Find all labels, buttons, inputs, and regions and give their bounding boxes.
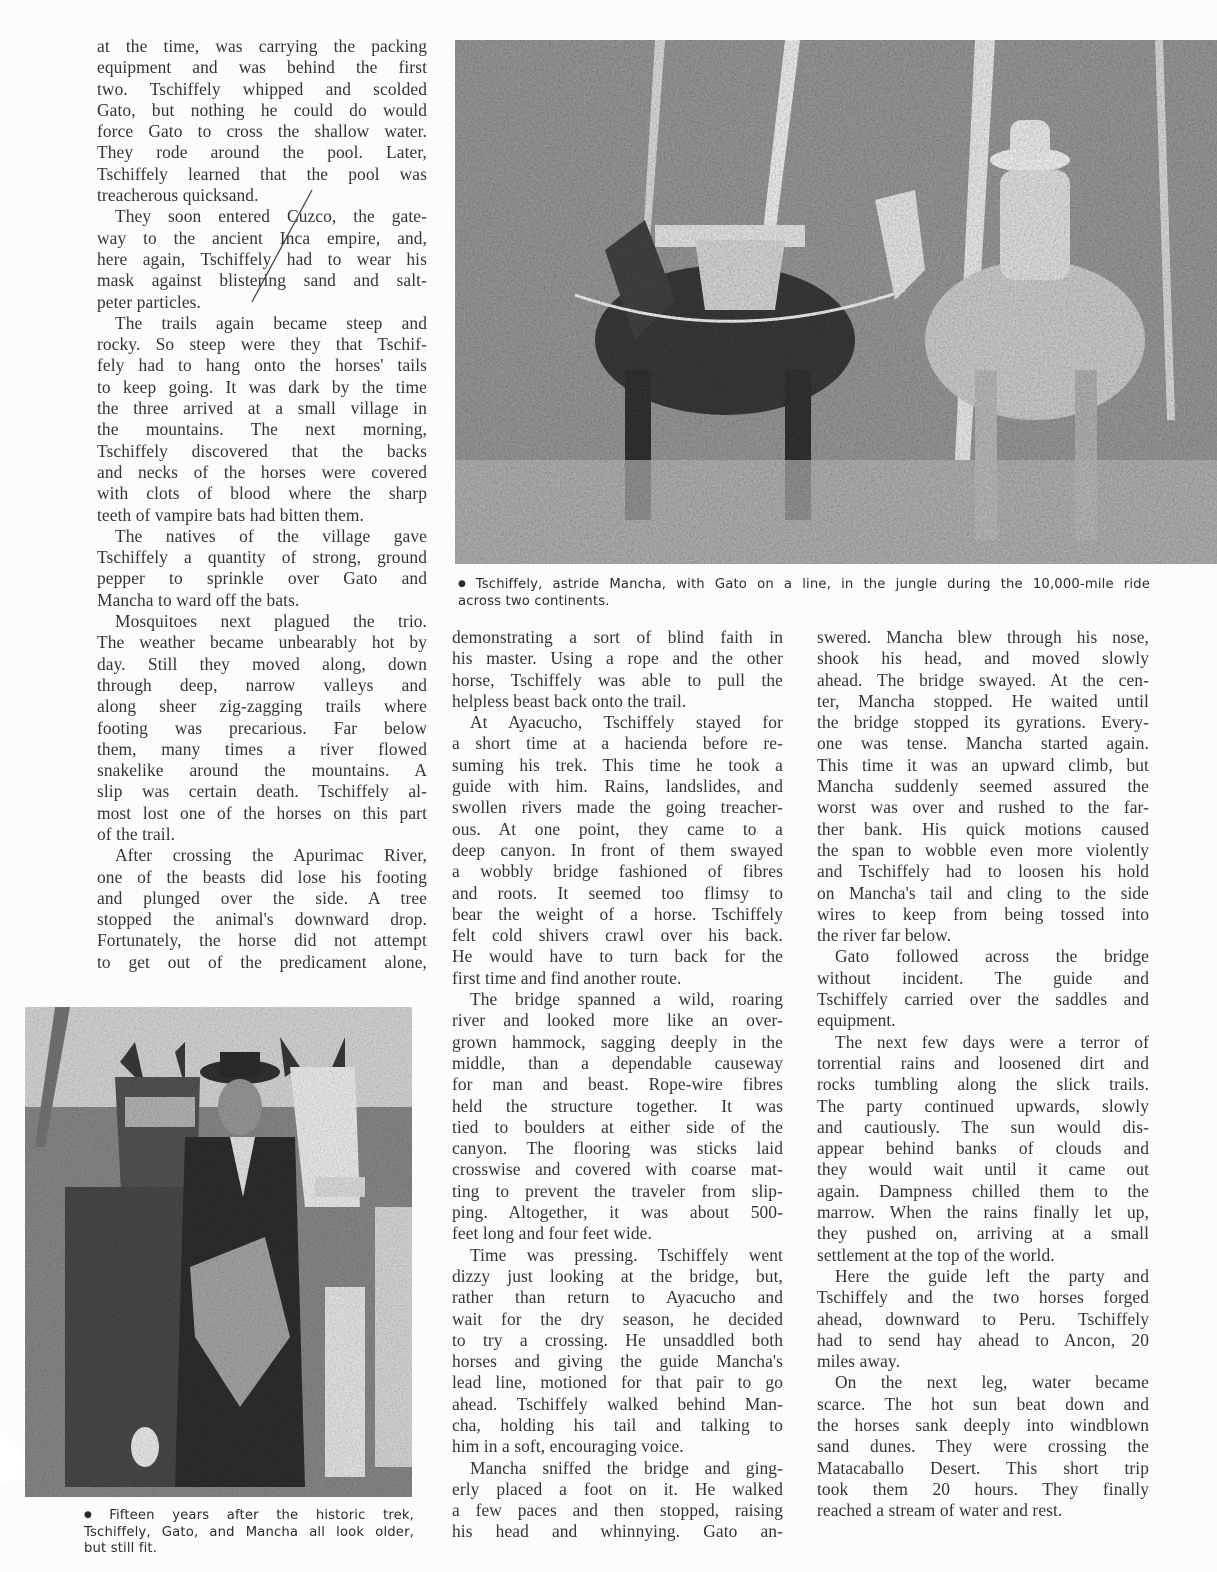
- article-line: He would have to turn back for the: [452, 946, 783, 967]
- article-line: Fortunately, the horse did not attempt: [97, 930, 427, 951]
- photo-jungle-ride: [455, 40, 1217, 564]
- article-line: day. Still they moved along, down: [97, 653, 427, 674]
- caption-line: across two continents.: [458, 593, 610, 609]
- article-line: They soon entered Cuzco, the gate-: [115, 206, 427, 227]
- article-line: to keep going. It was dark by the time: [97, 376, 427, 397]
- caption-jungle-photo: [458, 576, 1150, 610]
- article-line: demonstrating a sort of blind faith in: [452, 627, 783, 647]
- article-line: force Gato to cross the shallow water.: [97, 121, 427, 142]
- article-line: on Mancha's tail and cling to the side: [817, 882, 1149, 903]
- article-line: erly placed a foot on it. He walked: [452, 1478, 783, 1499]
- article-line: horse, Tschiffely was able to pull the: [452, 669, 783, 690]
- bullet-icon: ●: [458, 579, 472, 589]
- article-line: snakelike around the mountains. A: [97, 760, 427, 781]
- article-line: wires to keep from being tossed into: [817, 903, 1149, 924]
- article-line: a few paces and then stopped, raising: [452, 1500, 783, 1521]
- article-line: middle, than a dependable causeway: [452, 1052, 783, 1073]
- article-line: sand dunes. They were crossing the: [817, 1436, 1149, 1457]
- article-line: scarce. The hot sun beat down and: [817, 1393, 1149, 1414]
- article-line: they would wait until it came out: [817, 1159, 1149, 1180]
- caption-line: ● Fifteen years after the historic trek,: [84, 1508, 414, 1523]
- article-line: way to the ancient Inca empire, and,: [97, 227, 427, 248]
- article-line: equipment and was behind the first: [97, 57, 427, 78]
- article-line: pepper to sprinkle over Gato and: [97, 568, 427, 589]
- article-line: Mancha suddenly seemed assured the: [817, 776, 1149, 797]
- article-line: most lost one of the horses on this part: [97, 802, 427, 823]
- article-line: After crossing the Apurimac River,: [115, 845, 427, 866]
- article-line: ting to prevent the traveler from slip-: [452, 1180, 783, 1201]
- caption-line: ● Tschiffely, astride Mancha, with Gato on a line, in the jungle during the 10,000-mile ride: [458, 577, 1150, 592]
- binder-hole: [0, 1438, 24, 1484]
- article-line: through deep, narrow valleys and: [97, 674, 427, 695]
- article-line: worst was over and rushed to the far-: [817, 797, 1149, 818]
- article-line: Matacaballo Desert. This short trip: [817, 1457, 1149, 1478]
- article-line: Gato, but nothing he could do would: [97, 99, 427, 120]
- article-line: felt cold shivers crawl over his back.: [452, 925, 783, 946]
- article-line: one was tense. Mancha started again.: [817, 733, 1149, 754]
- article-line: dizzy just looking at the bridge, but,: [452, 1265, 783, 1286]
- article-column-1: [97, 36, 427, 973]
- article-column-2: [452, 627, 783, 1543]
- article-line: rather than return to Ayacucho and: [452, 1287, 783, 1308]
- article-line: wait for the dry season, he decided: [452, 1308, 783, 1329]
- article-line: the span to wobble even more violently: [817, 839, 1149, 860]
- photo-tschiffely-with-horses: [25, 1007, 412, 1497]
- jungle-photo-image: [455, 40, 1217, 564]
- article-line: to get out of the predicament alone,: [97, 951, 427, 972]
- article-line: suming his trek. This time he took a: [452, 754, 783, 775]
- hoof-marking: [131, 1427, 159, 1467]
- bullet-icon: ●: [84, 1510, 106, 1520]
- article-line: at the time, was carrying the packing: [97, 36, 427, 56]
- article-line: grown hammock, sagging deeply in the: [452, 1031, 783, 1052]
- article-line: and necks of the horses were covered: [97, 461, 427, 482]
- rider-hat-crown: [1010, 120, 1050, 160]
- gato-body: [65, 1187, 185, 1487]
- article-line: one of the beasts did lose his footing: [97, 866, 427, 887]
- article-line: The weather became unbearably hot by: [97, 632, 427, 653]
- article-line: Mosquitoes next plagued the trio.: [115, 611, 427, 632]
- article-line: Gato followed across the bridge: [835, 946, 1149, 967]
- article-line: miles away.: [817, 1351, 901, 1372]
- article-line: They rode around the pool. Later,: [97, 142, 427, 163]
- article-line: fely had to hang onto the horses' tails: [97, 355, 427, 376]
- article-line: ahead. Tschiffely walked behind Man-: [452, 1393, 783, 1414]
- article-line: the bridge stopped its gyrations. Every-: [817, 712, 1149, 733]
- article-line: ping. Altogether, it was about 500-: [452, 1202, 783, 1223]
- article-line: The bridge spanned a wild, roaring: [470, 989, 783, 1010]
- article-line: the horses sank deeply into windblown: [817, 1414, 1149, 1435]
- article-line: without incident. The guide and: [817, 967, 1149, 988]
- pack-saddle-bag: [695, 240, 785, 310]
- article-line: lead line, motioned for that pair to go: [452, 1372, 783, 1393]
- article-line: and Tschiffely had to loosen his hold: [817, 861, 1149, 882]
- article-line: ous. At one point, they came to a: [452, 818, 783, 839]
- article-line: At Ayacucho, Tschiffely stayed for: [470, 712, 783, 733]
- article-line: Tschiffely carried over the saddles and: [817, 989, 1149, 1010]
- article-line: appear behind banks of clouds and: [817, 1138, 1149, 1159]
- article-line: On the next leg, water became: [835, 1372, 1149, 1393]
- article-line: and plunged over the side. A tree: [97, 887, 427, 908]
- gato-bridle: [125, 1097, 195, 1127]
- article-line: ahead. The bridge swayed. At the cen-: [817, 669, 1149, 690]
- jungle-ground: [455, 460, 1217, 564]
- man-face: [218, 1079, 262, 1135]
- article-line: the river far below.: [817, 925, 952, 946]
- article-line: teeth of vampire bats had bitten them.: [97, 504, 364, 525]
- article-line: Tschiffely a quantity of strong, ground: [97, 547, 427, 568]
- article-line: horses and giving the guide Mancha's: [452, 1351, 783, 1372]
- article-line: The party continued upwards, slowly: [817, 1095, 1149, 1116]
- article-line: with clots of blood where the sharp: [97, 483, 427, 504]
- rider-body: [1000, 170, 1070, 280]
- horses-photo-image: [25, 1007, 412, 1497]
- caption-line: but still fit.: [84, 1541, 158, 1556]
- article-line: swollen rivers made the going treacher-: [452, 797, 783, 818]
- article-line: This time it was an upward climb, but: [817, 754, 1149, 775]
- article-line: slip was certain death. Tschiffely al-: [97, 781, 427, 802]
- article-line: and roots. It seemed too flimsy to: [452, 882, 783, 903]
- mancha-muzzle: [315, 1177, 365, 1197]
- article-line: again. Dampness chilled them to the: [817, 1180, 1149, 1201]
- article-line: and cautiously. The sun would dis-: [817, 1116, 1149, 1137]
- article-line: torrential rains and loosened dirt and: [817, 1052, 1149, 1073]
- article-line: equipment.: [817, 1010, 896, 1031]
- article-line: The trails again became steep and: [115, 312, 427, 333]
- article-line: deep canyon. In front of them swayed: [452, 839, 783, 860]
- article-line: for man and beast. Rope-wire fibres: [452, 1074, 783, 1095]
- article-line: Tschiffely and the two horses forged: [817, 1287, 1149, 1308]
- article-line: had to send hay ahead to Ancon, 20: [817, 1329, 1149, 1350]
- article-line: first time and find another route.: [452, 967, 682, 988]
- article-line: tied to boulders at either side of the: [452, 1116, 783, 1137]
- article-line: rocky. So steep were they that Tschif-: [97, 334, 427, 355]
- article-line: guide with him. Rains, landslides, and: [452, 776, 783, 797]
- article-column-3: [817, 627, 1149, 1521]
- caption-horses-photo: [84, 1507, 414, 1558]
- article-line: of the trail.: [97, 823, 176, 844]
- article-line: them, many times a river flowed: [97, 738, 427, 759]
- article-line: a wobbly bridge fashioned of fibres: [452, 861, 783, 882]
- article-line: Tschiffely discovered that the backs: [97, 440, 427, 461]
- article-line: crosswise and covered with coarse mat-: [452, 1159, 783, 1180]
- mancha-body: [925, 260, 1145, 420]
- article-line: his head and whinnying. Gato an-: [452, 1521, 783, 1542]
- mancha-leg: [325, 1287, 365, 1477]
- article-line: The natives of the village gave: [115, 525, 427, 546]
- article-line: swered. Mancha blew through his nose,: [817, 627, 1149, 647]
- article-line: two. Tschiffely whipped and scolded: [97, 78, 427, 99]
- article-line: river and looked more like an over-: [452, 1010, 783, 1031]
- article-line: helpless beast back onto the trail.: [452, 690, 687, 711]
- article-line: they pushed on, arriving at a small: [817, 1223, 1149, 1244]
- article-line: Here the guide left the party and: [835, 1265, 1149, 1286]
- article-line: mask against blistering sand and salt-: [97, 270, 427, 291]
- article-line: peter particles.: [97, 291, 201, 312]
- article-line: settlement at the top of the world.: [817, 1244, 1055, 1265]
- article-line: a short time at a hacienda before re-: [452, 733, 783, 754]
- article-line: took them 20 hours. They finally: [817, 1478, 1149, 1499]
- article-line: treacherous quicksand.: [97, 185, 259, 206]
- article-line: ther bank. His quick motions caused: [817, 818, 1149, 839]
- article-line: canyon. The flooring was sticks laid: [452, 1138, 783, 1159]
- article-line: him in a soft, encouraging voice.: [452, 1436, 684, 1457]
- article-line: bear the weight of a horse. Tschiffely: [452, 903, 783, 924]
- article-line: rocks tumbling along the slick trails.: [817, 1074, 1149, 1095]
- article-line: ter, Mancha stopped. He waited until: [817, 690, 1149, 711]
- caption-line: Tschiffely, Gato, and Mancha all look older,: [84, 1524, 414, 1540]
- article-line: to try a crossing. He unsaddled both: [452, 1329, 783, 1350]
- article-line: feet long and four feet wide.: [452, 1223, 652, 1244]
- article-line: footing was precarious. Far below: [97, 717, 427, 738]
- article-line: The next few days were a terror of: [835, 1031, 1149, 1052]
- article-line: Mancha sniffed the bridge and ging-: [470, 1457, 783, 1478]
- article-line: here again, Tschiffely had to wear his: [97, 248, 427, 269]
- article-line: Mancha to ward off the bats.: [97, 589, 300, 610]
- article-line: marrow. When the rains finally let up,: [817, 1202, 1149, 1223]
- article-line: along sheer zig-zagging trails where: [97, 696, 427, 717]
- article-line: shook his head, and moved slowly: [817, 648, 1149, 669]
- mancha-body: [375, 1207, 412, 1467]
- article-line: cha, holding his tail and talking to: [452, 1414, 783, 1435]
- article-line: Tschiffely learned that the pool was: [97, 163, 427, 184]
- article-line: the three arrived at a small village in: [97, 398, 427, 419]
- article-line: ahead, downward to Peru. Tschiffely: [817, 1308, 1149, 1329]
- article-line: his master. Using a rope and the other: [452, 648, 783, 669]
- man-hat-crown: [220, 1052, 260, 1077]
- article-line: reached a stream of water and rest.: [817, 1500, 1063, 1521]
- article-line: the mountains. The next morning,: [97, 419, 427, 440]
- article-line: held the structure together. It was: [452, 1095, 783, 1116]
- article-line: Time was pressing. Tschiffely went: [470, 1244, 783, 1265]
- article-line: stopped the animal's downward drop.: [97, 909, 427, 930]
